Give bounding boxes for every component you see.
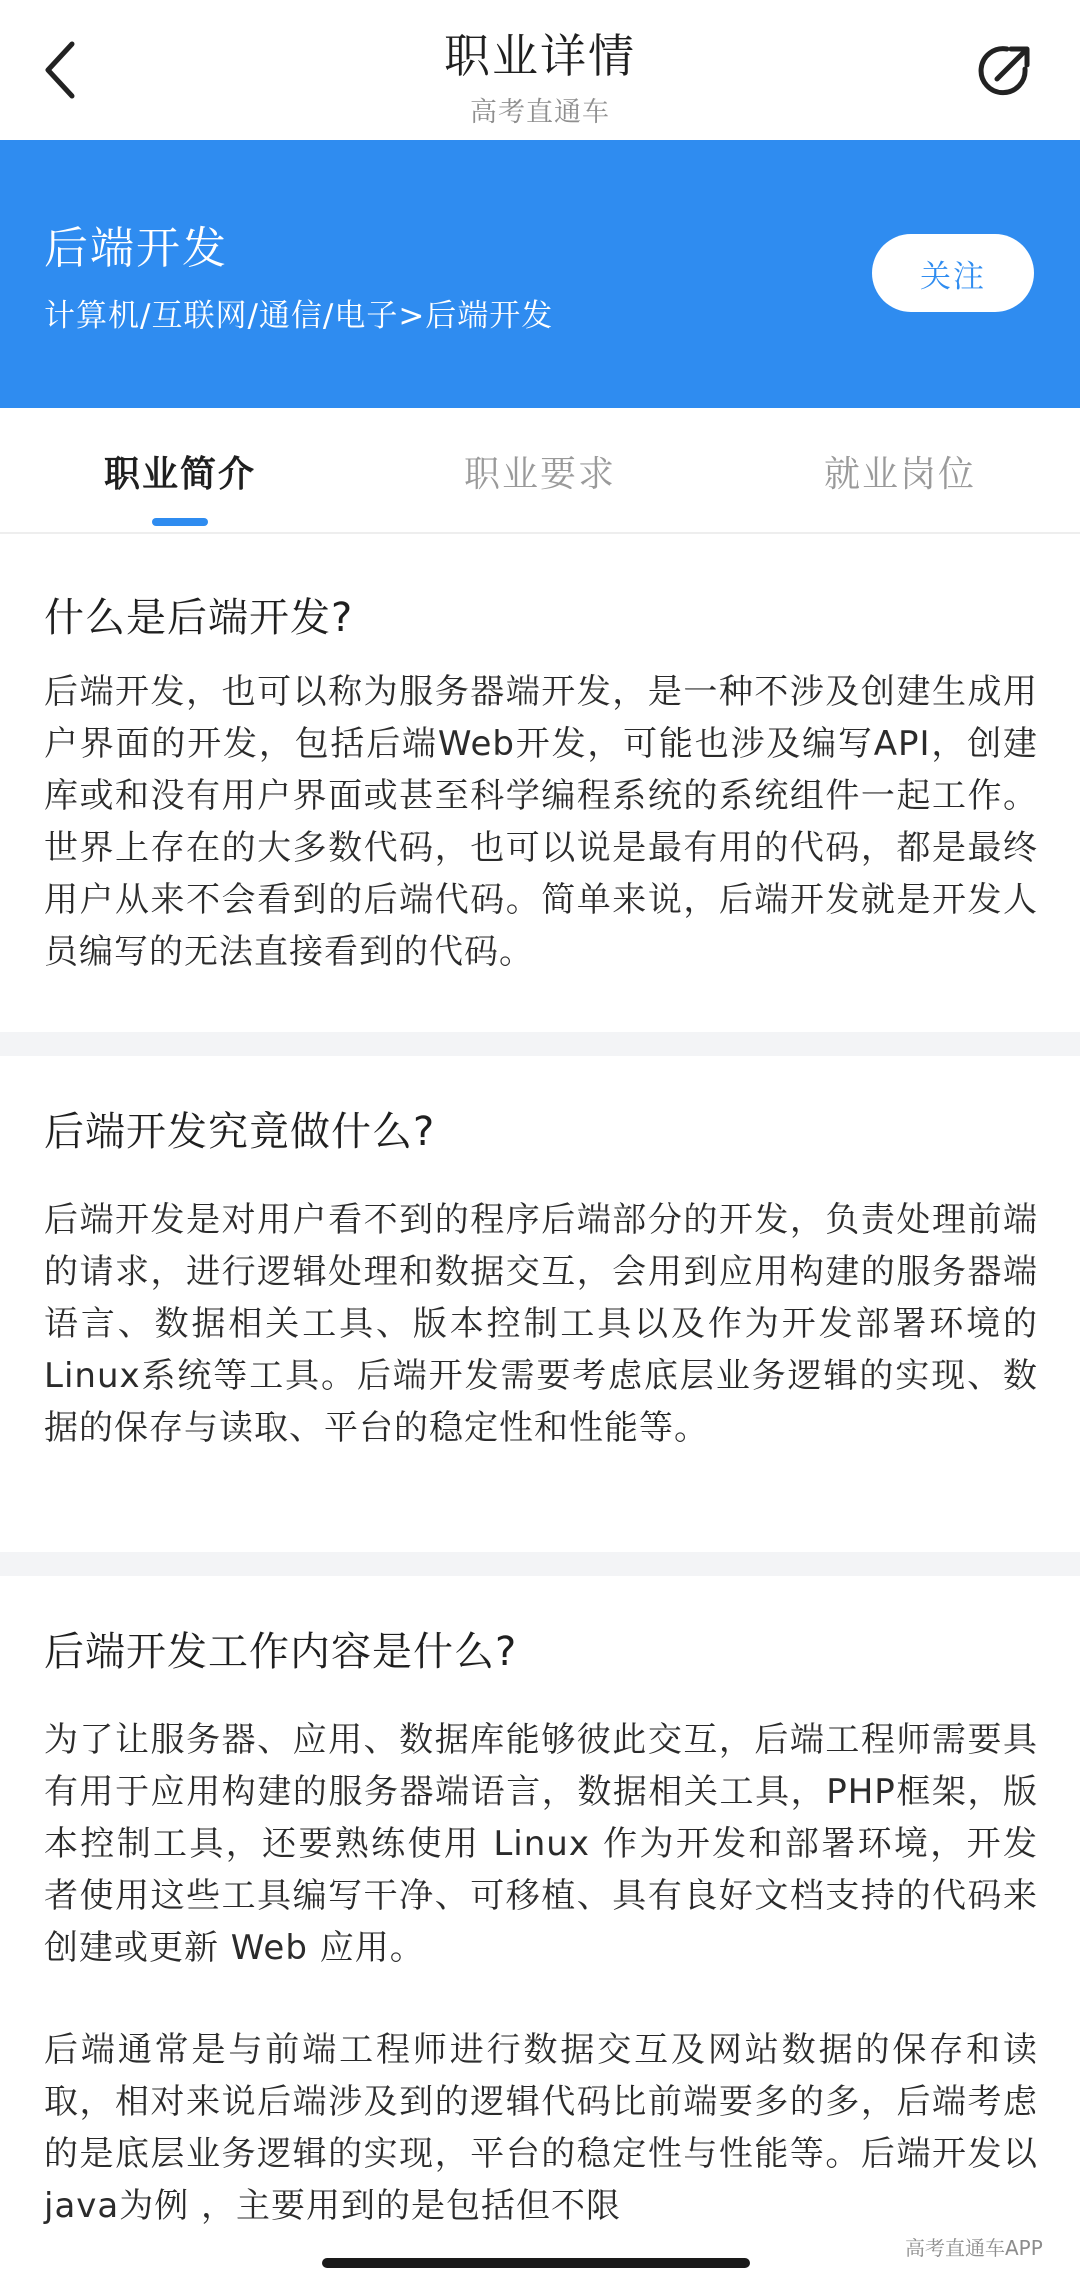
share-arrow-icon [973, 39, 1037, 103]
follow-button[interactable]: 关注 [872, 234, 1034, 312]
section-divider [0, 1552, 1080, 1576]
active-tab-indicator [152, 518, 208, 526]
section-heading: 后端开发工作内容是什么? [44, 1629, 518, 1675]
career-header [0, 140, 1080, 408]
section-what-is [0, 536, 1080, 1032]
section-heading: 什么是后端开发? [44, 595, 354, 641]
section-heading: 后端开发究竟做什么? [44, 1109, 436, 1155]
career-category-path: 计算机/互联网/通信/电子>后端开发 [44, 298, 554, 334]
section-paragraph: 后端通常是与前端工程师进行数据交互及网站数据的保存和读取，相对来说后端涉及到的逻辑代码比前端要多的多，后端考虑的是底层业务逻辑的实现，平台的稳定性与性能等。后端开发以java为例 ，主要用到的是包括但不限 [44, 2030, 1038, 2226]
home-indicator[interactable] [322, 2258, 750, 2268]
section-paragraph: 后端开发是对用户看不到的程序后端部分的开发，负责处理前端的请求，进行逻辑处理和数据交互，会用到应用构建的服务器端语言、数据相关工具、版本控制工具以及作为开发部署环境的Linux系统等工具。后端开发需要考虑底层业务逻辑的实现、数据的保存与读取、平台的稳定性和性能等。 [44, 1200, 1038, 1448]
tab-career-requirements[interactable]: 职业要求 [463, 453, 616, 495]
tab-career-intro[interactable]: 职业简介 [103, 453, 256, 495]
career-title: 后端开发 [44, 223, 228, 274]
tab-bar [0, 408, 1080, 534]
share-button[interactable] [970, 36, 1040, 106]
tab-job-positions[interactable]: 就业岗位 [823, 453, 976, 495]
section-work-content [0, 1576, 1080, 2284]
section-paragraph: 后端开发，也可以称为服务器端开发，是一种不涉及创建生成用户界面的开发，包括后端Web开发，可能也涉及编写API，创建库或和没有用户界面或甚至科学编程系统的系统组件一起工作。世界上存在的大多数代码，也可以说是最有用的代码，都是最终用户从来不会看到的后端代码。简单来说，后端开发就是开发人员编写的无法直接看到的代码。 [44, 672, 1038, 972]
page-subtitle: 高考直通车 [470, 97, 610, 128]
page-title: 职业详情 [444, 29, 636, 83]
section-divider [0, 1032, 1080, 1056]
section-paragraph: 为了让服务器、应用、数据库能够彼此交互，后端工程师需要具有用于应用构建的服务器端语言，数据相关工具，PHP框架，版本控制工具，还要熟练使用 Linux 作为开发和部署环境，开发者使用这些工具编写干净、可移植、具有良好文档支持的代码来创建或更新 Web 应用。 [44, 1720, 1038, 1968]
section-what-does [0, 1056, 1080, 1552]
top-nav-bar [0, 0, 1080, 140]
app-watermark: 高考直通车APP [905, 2236, 1043, 2260]
